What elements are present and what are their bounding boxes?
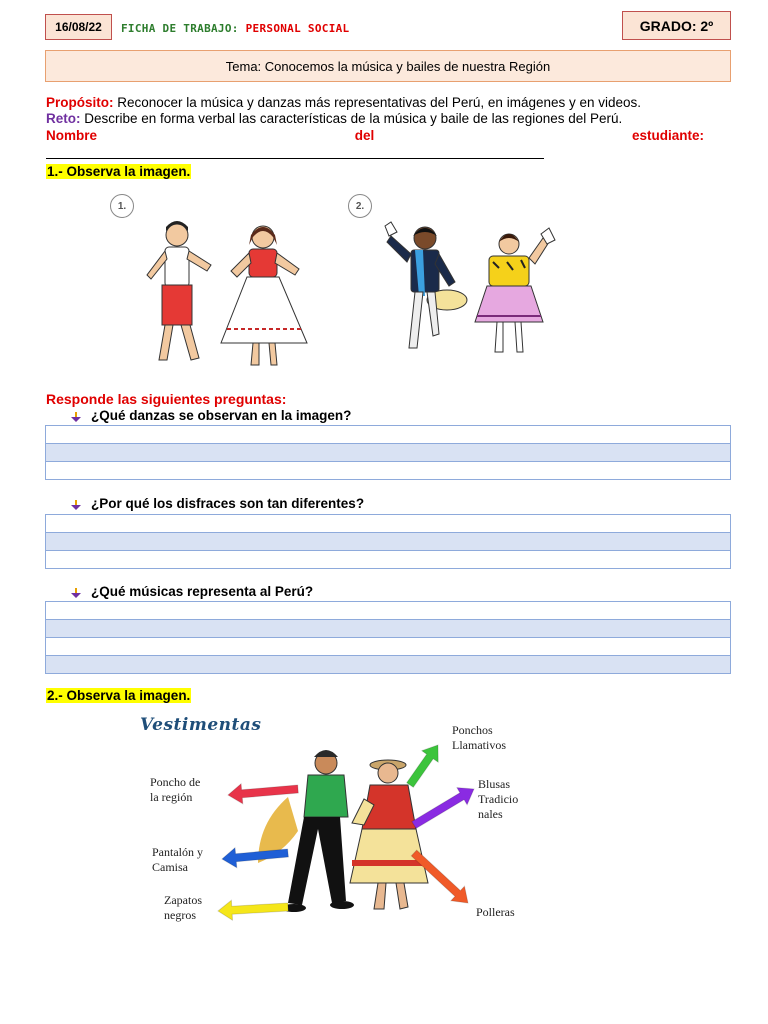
answer-line[interactable]	[46, 462, 730, 479]
ficha-subject: PERSONAL SOCIAL	[245, 22, 350, 35]
student-name-label	[46, 128, 704, 143]
label-blusas: Blusas Tradicio nales	[478, 777, 519, 821]
question-2	[70, 496, 364, 511]
answer-line[interactable]	[46, 620, 730, 638]
label-pantalon: Pantalón y Camisa	[152, 845, 203, 874]
arrow-polleras	[411, 850, 468, 903]
bullet-arrow-icon	[70, 410, 82, 422]
label-poncho-region: Poncho de la región	[150, 775, 201, 804]
answer-line[interactable]	[46, 551, 730, 568]
label-ponchos-llamativos: Ponchos Llamativos	[452, 723, 506, 752]
nombre-word-3: estudiante:	[631, 128, 704, 143]
grade-badge: GRADO: 2º	[622, 11, 731, 40]
female-dancer-1	[221, 226, 307, 365]
answer-line[interactable]	[46, 426, 730, 444]
challenge-label: Reto:	[46, 111, 81, 126]
andean-dancers-illustration	[375, 218, 565, 368]
arrow-blusas	[412, 788, 474, 829]
student-name-line[interactable]	[46, 158, 544, 159]
answer-box-2[interactable]	[45, 514, 731, 569]
challenge-line	[46, 111, 622, 127]
purpose-label: Propósito:	[46, 95, 114, 110]
answer-box-3[interactable]	[45, 601, 731, 674]
vestimentas-title: Vestimentas	[140, 715, 262, 735]
question-1-text: ¿Qué danzas se observan en la imagen?	[91, 408, 352, 423]
arrow-zapatos	[218, 900, 288, 920]
questions-heading: Responde las siguientes preguntas:	[46, 391, 287, 407]
answer-line[interactable]	[46, 656, 730, 673]
section1-title: 1.- Observa la imagen.	[47, 164, 191, 179]
male-dancer-1	[147, 221, 211, 360]
answer-line[interactable]	[46, 602, 730, 620]
answer-box-1[interactable]	[45, 425, 731, 480]
answer-line[interactable]	[46, 638, 730, 656]
figure-number-1: 1.	[110, 194, 134, 218]
coastal-dancers-illustration	[135, 215, 325, 375]
bullet-arrow-icon	[70, 498, 82, 510]
section2-title: 2.- Observa la imagen.	[47, 688, 191, 703]
question-3-text: ¿Qué músicas representa al Perú?	[91, 584, 314, 599]
question-3	[70, 584, 313, 599]
worksheet-title	[121, 22, 349, 35]
label-zapatos: Zapatos negros	[164, 893, 202, 922]
date-badge: 16/08/22	[45, 14, 112, 40]
answer-line[interactable]	[46, 533, 730, 551]
ficha-prefix: FICHA DE TRABAJO:	[121, 22, 239, 35]
purpose-text: Reconocer la música y danzas más representativas del Perú, en imágenes y en videos.	[113, 95, 642, 110]
male-dancer-2	[385, 222, 467, 348]
figure-number-2: 2.	[348, 194, 372, 218]
answer-line[interactable]	[46, 444, 730, 462]
nombre-word-2: del	[354, 128, 375, 143]
label-polleras: Polleras	[476, 905, 515, 919]
purpose-line	[46, 95, 641, 111]
question-2-text: ¿Por qué los disfraces son tan diferentes?	[91, 496, 365, 511]
arrow-poncho-region	[228, 784, 298, 804]
bullet-arrow-icon	[70, 586, 82, 598]
question-1	[70, 408, 351, 423]
vestimentas-figure	[138, 713, 534, 933]
challenge-text: Describe en forma verbal las características de la música y baile de las regiones del Perú.	[80, 111, 623, 126]
nombre-word-1: Nombre	[46, 128, 98, 143]
section2-heading	[46, 687, 191, 705]
female-dancer-2	[475, 228, 555, 352]
section1-heading	[46, 163, 191, 181]
arrow-ponchos	[407, 745, 439, 787]
answer-line[interactable]	[46, 515, 730, 533]
topic-banner: Tema: Conocemos la música y bailes de nuestra Región	[45, 50, 731, 82]
arrow-pantalon	[222, 848, 288, 868]
